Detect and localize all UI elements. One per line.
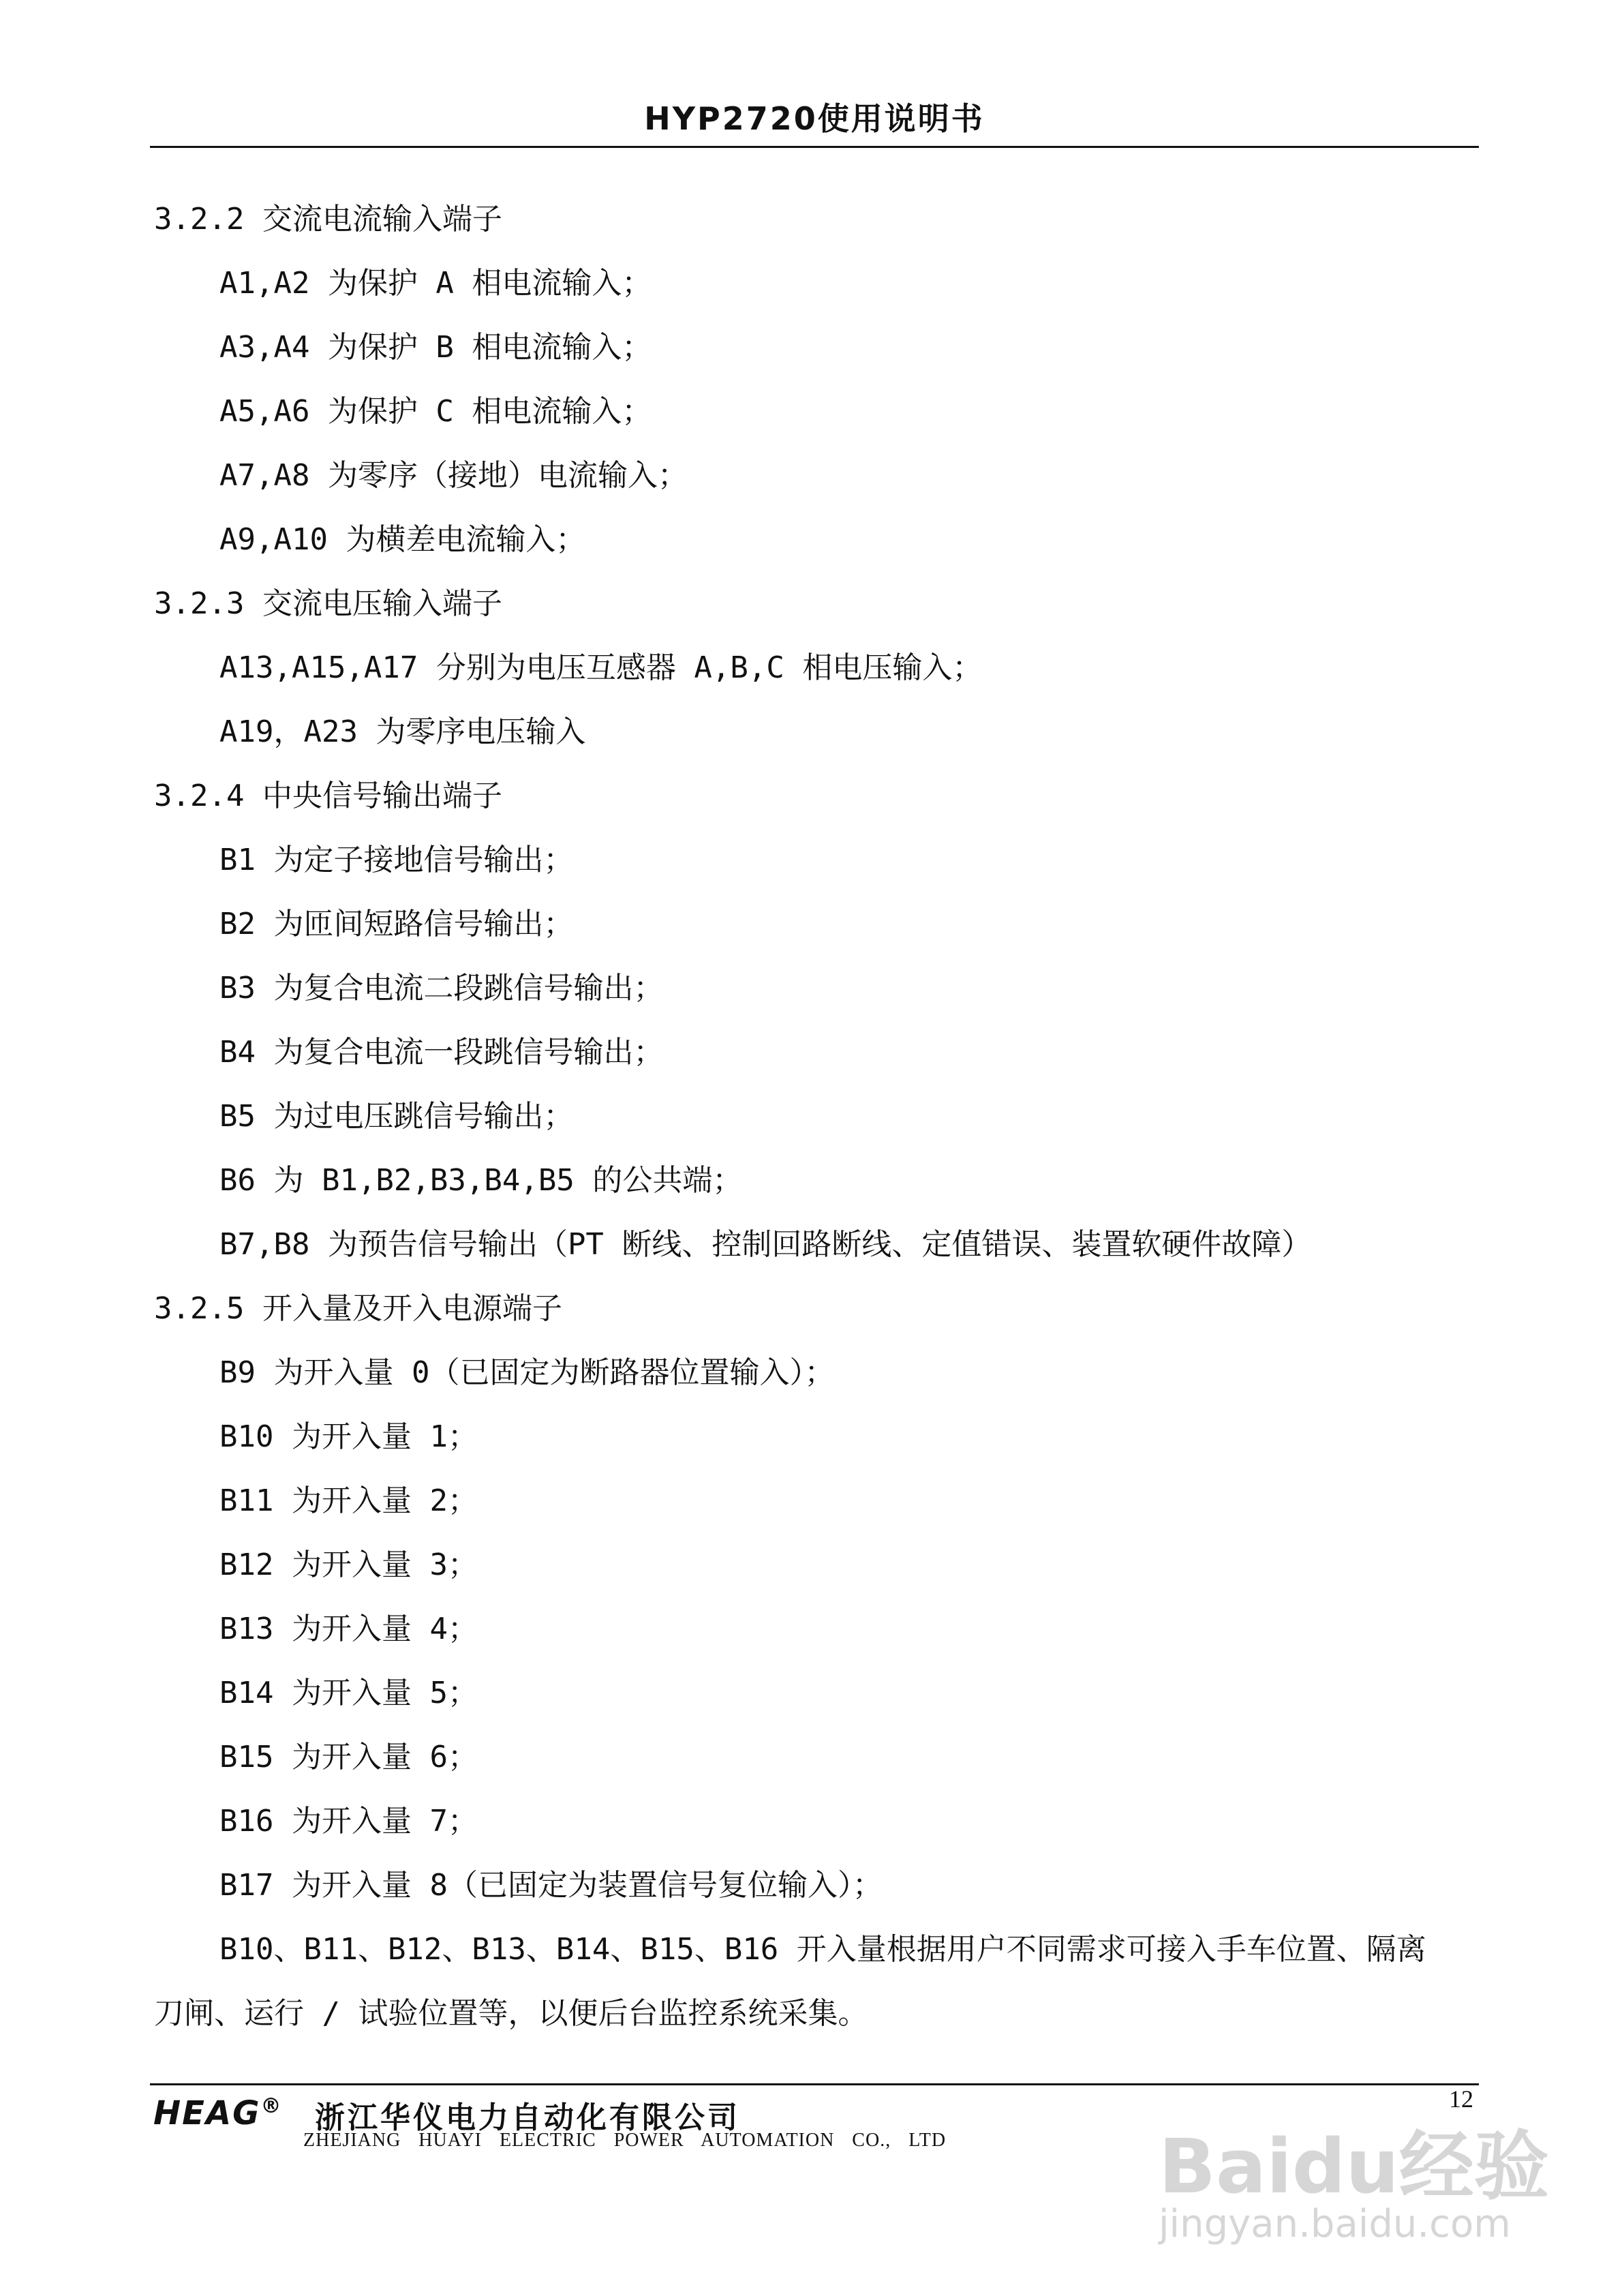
page-number: 12: [1449, 2085, 1473, 2113]
body-line: B4 为复合电流一段跳信号输出；: [219, 1035, 664, 1070]
watermark-url: jingyan.baidu.com: [1159, 2202, 1511, 2246]
body-line: B7,B8 为预告信号输出（PT 断线、控制回路断线、定值错误、装置软硬件故障）: [219, 1227, 1312, 1262]
body-line: A7,A8 为零序（接地）电流输入；: [219, 458, 688, 493]
section-heading-3-2-2: 3.2.2 交流电流输入端子: [154, 202, 502, 237]
body-line: B15 为开入量 6；: [219, 1740, 478, 1774]
body-line: A3,A4 为保护 B 相电流输入；: [219, 330, 652, 365]
body-line: B11 为开入量 2；: [219, 1483, 478, 1518]
watermark-logo: Baidu经验: [1159, 2123, 1549, 2210]
body-line: B9 为开入量 0（已固定为断路器位置输入）；: [219, 1355, 835, 1390]
body-line: B14 为开入量 5；: [219, 1676, 478, 1710]
body-line: B13 为开入量 4；: [219, 1612, 478, 1646]
section-heading-3-2-4: 3.2.4 中央信号输出端子: [154, 779, 502, 813]
company-logo: HEAG®: [153, 2094, 283, 2132]
body-line: A1,A2 为保护 A 相电流输入；: [219, 266, 652, 301]
company-name-chinese: 浙江华仪电力自动化有限公司: [315, 2100, 740, 2135]
page-title: HYP2720使用说明书: [644, 100, 985, 137]
body-line: B10 为开入量 1；: [219, 1419, 478, 1454]
body-line: B16 为开入量 7；: [219, 1804, 478, 1839]
body-line: A5,A6 为保护 C 相电流输入；: [219, 394, 652, 429]
section-heading-3-2-3: 3.2.3 交流电压输入端子: [154, 586, 502, 621]
body-line-continuation: 刀闸、运行 / 试验位置等，以便后台监控系统采集。: [154, 1996, 868, 2031]
footer-divider: [150, 2083, 1479, 2085]
body-line: A9,A10 为横差电流输入；: [219, 522, 586, 557]
body-line: B6 为 B1,B2,B3,B4,B5 的公共端；: [219, 1163, 743, 1198]
body-line: B2 为匝间短路信号输出；: [219, 907, 574, 941]
body-line: B1 为定子接地信号输出；: [219, 843, 574, 877]
body-line: B10、B11、B12、B13、B14、B15、B16 开入量根据用户不同需求可接入手车位置、隔离: [219, 1932, 1426, 1967]
section-heading-3-2-5: 3.2.5 开入量及开入电源端子: [154, 1291, 562, 1326]
header-divider: [150, 146, 1479, 148]
body-line: B17 为开入量 8（已固定为装置信号复位输入）；: [219, 1868, 883, 1903]
body-line: B12 为开入量 3；: [219, 1547, 478, 1582]
body-line: A13,A15,A17 分别为电压互感器 A,B,C 相电压输入；: [219, 650, 983, 685]
company-name-english: ZHEJIANG HUAYI ELECTRIC POWER AUTOMATION CO., LTD: [303, 2130, 947, 2151]
body-line: B3 为复合电流二段跳信号输出；: [219, 971, 664, 1006]
body-line: A19，A23 为零序电压输入: [219, 714, 586, 749]
body-line: B5 为过电压跳信号输出；: [219, 1099, 574, 1134]
